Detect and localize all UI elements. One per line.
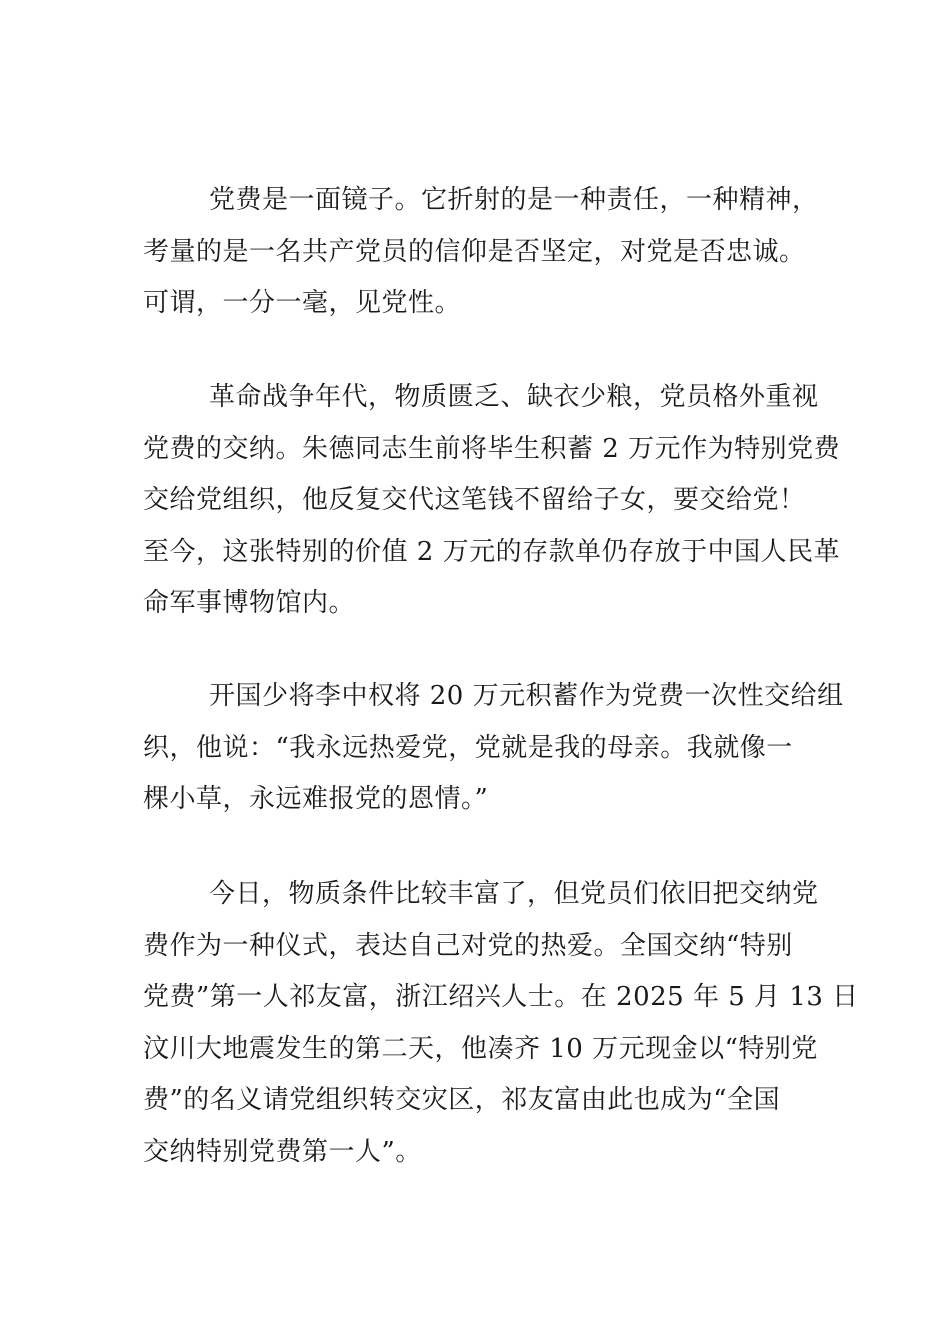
paragraph-line: 今日，物质条件比较丰富了，但党员们依旧把交纳党 xyxy=(209,879,819,909)
paragraph-line: 费作为一种仪式，表达自己对党的热爱。全国交纳“特别 xyxy=(143,930,793,961)
paragraph-1 xyxy=(143,175,819,330)
paragraph-line: 汶川大地震发生的第二天，他凑齐 10 万元现金以“特别党 xyxy=(143,1033,818,1064)
paragraph-line: 命军事博物馆内。 xyxy=(143,588,356,618)
paragraph-line: 棵小草，永远难报党的恩情。” xyxy=(143,784,489,814)
paragraph-line: 革命战争年代，物质匮乏、缺衣少粮，党员格外重视 xyxy=(209,382,819,412)
paragraph-4 xyxy=(143,869,859,1178)
paragraph-line: 考量的是一名共产党员的信仰是否坚定，对党是否忠诚。 xyxy=(143,236,806,267)
paragraph-line: 开国少将李中权将 20 万元积蓄作为党费一次性交给组 xyxy=(209,681,844,711)
paragraph-2 xyxy=(143,372,841,630)
paragraph-line: 党费是一面镜子。它折射的是一种责任，一种精神， xyxy=(209,185,819,215)
paragraph-line: 可谓，一分一毫，见党性。 xyxy=(143,288,462,318)
paragraph-line: 交给党组织，他反复交代这笔钱不留给子女，要交给党！ xyxy=(143,485,806,515)
paragraph-line: 织，他说：“我永远热爱党，党就是我的母亲。我就像一 xyxy=(143,732,793,763)
paragraph-line: 党费”第一人祁友富，浙江绍兴人士。在 2025 年 5 月 13 日 xyxy=(143,982,859,1012)
paragraph-line: 交纳特别党费第一人”。 xyxy=(143,1136,422,1167)
paragraph-3 xyxy=(143,671,844,826)
paragraph-line: 费”的名义请党组织转交灾区，祁友富由此也成为“全国 xyxy=(143,1085,781,1115)
paragraph-line: 党费的交纳。朱德同志生前将毕生积蓄 2 万元作为特别党费 xyxy=(143,433,841,464)
paragraph-line: 至今，这张特别的价值 2 万元的存款单仍存放于中国人民革 xyxy=(143,536,841,567)
